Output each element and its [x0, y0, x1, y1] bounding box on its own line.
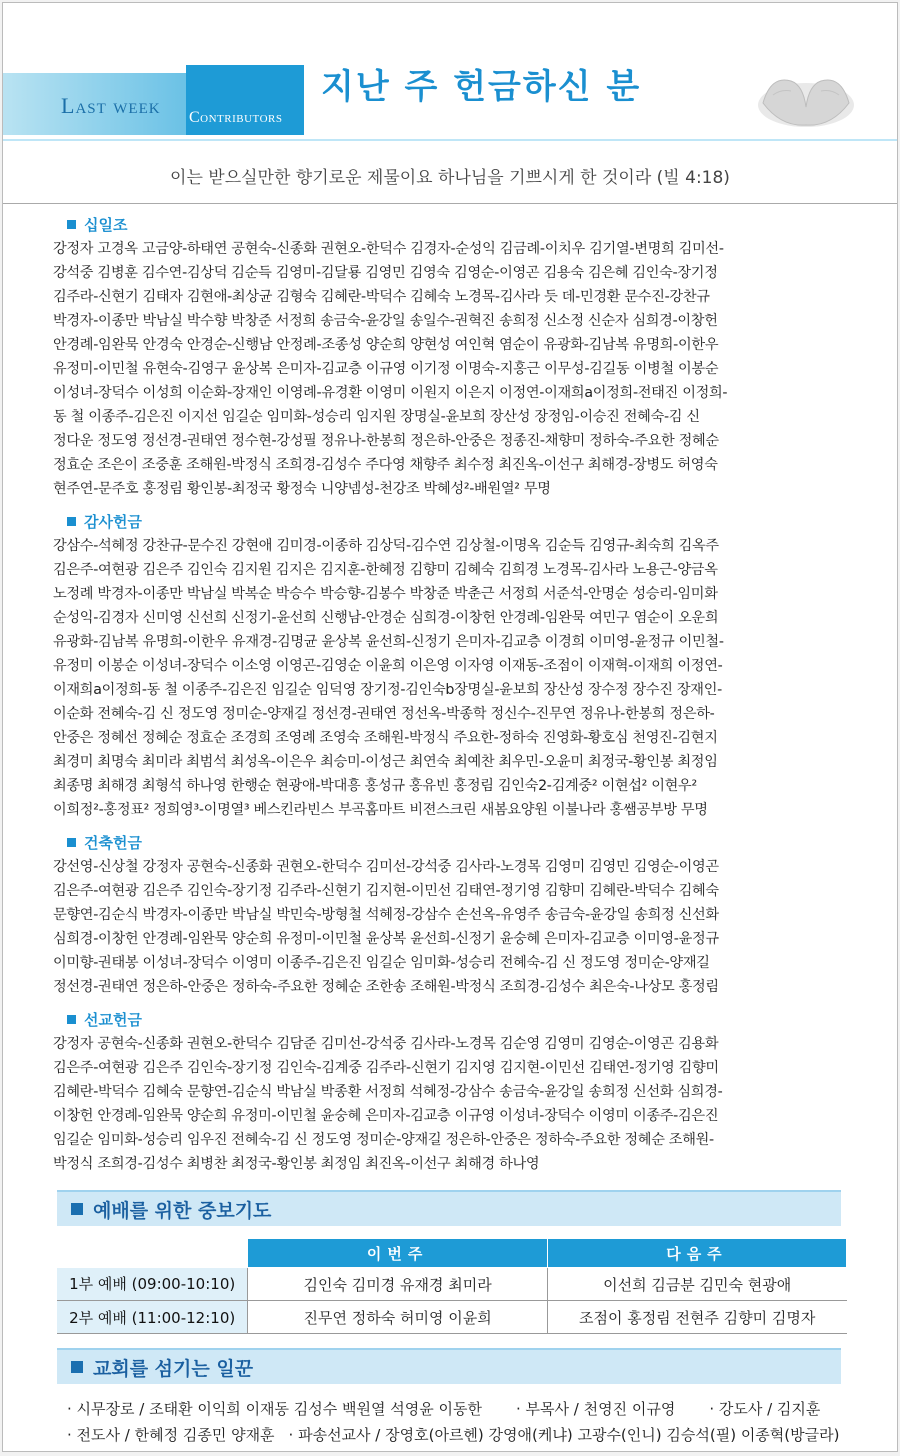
donor-line: 안경례-임완묵 안경숙 안경순-신행남 안정례-조종성 양순희 양현성 여인혁 염순이 유광화-김남복 유명희-이한우 — [53, 337, 719, 353]
donor-names — [53, 534, 865, 822]
header-en-line2: Contributors — [189, 109, 283, 126]
donor-line: 이순화 전혜숙-김 신 정도영 정미순-양재길 정선경-권태연 정선옥-박종학 정신수-진무연 정유나-한봉희 정은하- — [53, 706, 715, 722]
donor-line: 문향연-김순식 박경자-이종만 박남실 박민숙-방형철 석혜정-강삼수 손선옥-유영주 송금숙-윤강일 송희정 신선화 — [53, 907, 719, 923]
section-heading — [67, 214, 865, 235]
donor-line: 정다운 정도영 정선경-권태연 정수현-강성필 정유나-한봉희 정은하-안중은 정종진-채향미 정하숙-주요한 정혜순 — [53, 433, 719, 449]
donor-line: 노정례 박경자-이종만 박남실 박복순 박승수 박승향-김봉수 박창준 박춘근 서정희 서준석-안명순 성승리-임미화 — [53, 586, 718, 602]
offering-section — [3, 204, 897, 501]
donor-line: 최종명 최해경 최형석 하나영 한행순 현광애-박대흥 홍성규 홍유빈 홍정림 김인숙2-김계중² 이현섭² 이현우² — [53, 778, 697, 794]
servant-group: · 전도사 / 한혜정 김종민 양재훈 — [67, 1426, 275, 1444]
offering-section — [3, 501, 897, 822]
donor-line: 김은주-여현광 김은주 김인숙-장기정 김주라-신현기 김지현-이민선 김태연-정기영 김향미 김혜란-박덕수 김혜숙 — [53, 883, 719, 899]
header-separator — [3, 139, 897, 141]
donor-line: 강정자 고경옥 고금양-하태연 공현숙-신종화 권현오-한덕수 김경자-순성익 김금례-이치우 김기열-변명희 김미선- — [53, 241, 724, 257]
next-week-names: 조점이 홍정림 전현주 김향미 김명자 — [547, 1301, 846, 1334]
donor-line: 현주연-문주호 홍정림 황인봉-최정국 황정숙 니양넴성-천강조 박혜성²-배원열² 무명 — [53, 481, 551, 497]
donor-names — [53, 855, 865, 999]
col-next-week: 다음주 — [547, 1239, 846, 1268]
square-bullet-icon — [67, 517, 76, 526]
donor-line: 순성익-김경자 신미영 신선희 신정기-윤선희 신행남-안경순 심희경-이창헌 안경례-임완묵 여민구 염순이 오운희 — [53, 610, 719, 626]
col-this-week: 이번주 — [248, 1239, 548, 1268]
donor-line: 이희정²-홍정표² 정희영³-이명열³ 베스킨라빈스 부곡홈마트 비젼스크린 새봄요양원 이불나라 홍쌤공부방 무명 — [53, 802, 708, 818]
servants-list — [67, 1396, 841, 1448]
donor-line: 이창헌 안경례-임완묵 양순희 유정미-이민철 윤숭혜 은미자-김교층 이규영 이성녀-장덕수 이영미 이종주-김은진 — [53, 1108, 719, 1124]
service-label: 1부 예배 (09:00-10:10) — [57, 1268, 248, 1301]
header-en-line1: Last week — [61, 93, 161, 118]
donor-line: 정효순 조은이 조중훈 조해원-박정식 조희경-김성수 주다영 채향주 최수정 최진옥-이선구 최해경-장병도 허영숙 — [53, 457, 718, 473]
donor-line: 정선경-권태연 정은하-안중은 정하숙-주요한 정혜순 조한송 조해원-박정식 조희경-김성수 최은숙-나상모 홍정림 — [53, 979, 719, 995]
donor-line: 김은주-여현광 김은주 김인숙-장기정 김인숙-김계중 김주라-신현기 김지영 김지현-이민선 김태연-정기영 김향미 — [53, 1060, 719, 1076]
square-bullet-icon — [71, 1361, 83, 1373]
table-row — [57, 1301, 847, 1334]
donor-line: 이미향-권태봉 이성녀-장덕수 이영미 이종주-김은진 임길순 임미화-성승리 전혜숙-김 신 정도영 정미순-양재길 — [53, 955, 710, 971]
donor-line: 최경미 최명숙 최미라 최범석 최성옥-이은우 최승미-이성근 최연숙 최예찬 최우민-오윤미 최정국-황인봉 최정임 — [53, 754, 718, 770]
offering-sections — [3, 204, 897, 1176]
servant-group: · 강도사 / 김지훈 — [709, 1400, 821, 1418]
donor-line: 이재희a이정희-동 철 이종주-김은진 임길순 임덕영 장기정-김인숙b장명실-윤보희 장산성 장수정 장수진 장재인- — [53, 682, 722, 698]
prayer-section-title: 예배를 위한 중보기도 — [93, 1199, 272, 1222]
service-label: 2부 예배 (11:00-12:10) — [57, 1301, 248, 1334]
section-title: 감사헌금 — [84, 513, 142, 531]
donor-line: 김주라-신현기 김태자 김현애-최상균 김형숙 김혜란-박덕수 김혜숙 노경목-김사라 듯 데-민경환 문수진-강찬규 — [53, 289, 710, 305]
square-bullet-icon — [67, 1015, 76, 1024]
section-title: 선교헌금 — [84, 1011, 142, 1029]
prayer-section-header — [57, 1190, 841, 1226]
donor-line: 이성녀-장덕수 이성희 이순화-장재인 이영례-유경환 이영미 이원지 이은지 이정연-이재희a이정희-전태진 이정희- — [53, 385, 728, 401]
open-hands-icon — [751, 45, 861, 135]
next-week-names: 이선희 김금분 김민숙 현광애 — [547, 1268, 846, 1301]
donor-line: 강선영-신상철 강정자 공현숙-신종화 권현오-한덕수 김미선-강석중 김사라-노경목 김영미 김영민 김영순-이영곤 — [53, 859, 719, 875]
section-heading — [67, 511, 865, 532]
donor-line: 임길순 임미화-성승리 임우진 전혜숙-김 신 정도영 정미순-양재길 정은하-안중은 정하숙-주요한 정혜순 조해원- — [53, 1132, 714, 1148]
donor-line: 유정미 이봉순 이성녀-장덕수 이소영 이영곤-김영순 이윤희 이은영 이자영 이재동-조점이 이재혁-이재희 이정연- — [53, 658, 723, 674]
donor-line: 박경자-이종만 박남실 박수향 박창준 서정희 송금숙-윤강일 송일수-권혁진 송희정 신소정 신순자 심희경-이창헌 — [53, 313, 718, 329]
donor-line: 유정미-이민철 유현숙-김영구 윤상복 은미자-김교층 이규영 이기정 이명숙-지홍근 이무성-김길동 이병철 이봉순 — [53, 361, 719, 377]
donor-line: 강정자 공현숙-신종화 권현오-한덕수 김담준 김미선-강석중 김사라-노경목 김순영 김영미 김영순-이영곤 김용화 — [53, 1036, 719, 1052]
table-row — [57, 1268, 847, 1301]
header — [3, 3, 897, 143]
prayer-table-wrap — [3, 1238, 897, 1334]
donor-names — [53, 1032, 865, 1176]
square-bullet-icon — [71, 1203, 83, 1215]
this-week-names: 김인숙 김미경 유재경 최미라 — [248, 1268, 548, 1301]
donor-line: 동 철 이종주-김은진 이지선 임길순 임미화-성승리 임지원 장명실-윤보희 장산성 장정임-이승진 전혜숙-김 신 — [53, 409, 700, 425]
prayer-table — [57, 1238, 847, 1334]
donor-line: 박정식 조희경-김성수 최병찬 최정국-황인봉 최정임 최진옥-이선구 최해경 하나영 — [53, 1156, 540, 1172]
offering-section — [3, 999, 897, 1176]
bulletin-page — [2, 2, 898, 1452]
servants-row-2 — [67, 1422, 841, 1448]
donor-line: 안중은 정혜선 정혜순 정효순 조경희 조영례 조영숙 조해원-박정식 주요한-정하숙 진영화-황호심 천영진-김현지 — [53, 730, 718, 746]
this-week-names: 진무연 정하숙 허미영 이윤희 — [248, 1301, 548, 1334]
donor-line: 심희경-이창헌 안경례-임완묵 양순희 유정미-이민철 윤상복 윤선희-신정기 윤숭혜 은미자-김교층 이미영-윤정규 — [53, 931, 719, 947]
donor-line: 김혜란-박덕수 김혜숙 문향연-김순식 박남실 박종환 서정희 석혜정-강삼수 송금숙-윤강일 송희정 신선화 심희경- — [53, 1084, 723, 1100]
donor-names — [53, 237, 865, 501]
servant-group: · 파송선교사 / 장영호(아르헨) 강영애(케냐) 고광수(인니) 김승석(필) 이종혁(방글라) — [288, 1426, 840, 1444]
servant-group: · 부목사 / 천영진 이규영 — [516, 1400, 676, 1418]
servants-section-title: 교회를 섬기는 일꾼 — [93, 1357, 254, 1380]
donor-line: 유광화-김남복 유명희-이한우 유재경-김명균 윤상복 윤선희-신정기 은미자-김교층 이경희 이미영-윤정규 이민철- — [53, 634, 724, 650]
donor-line: 강석중 김병훈 김수연-김상덕 김순득 김영미-김달룡 김영민 김영숙 김영순-이영곤 김용숙 김은혜 김인숙-장기정 — [53, 265, 718, 281]
servant-group: · 시무장로 / 조태환 이익희 이재동 김성수 백원열 석영윤 이동한 — [67, 1400, 482, 1418]
section-title: 십일조 — [84, 216, 128, 234]
donor-line: 김은주-여현광 김은주 김인숙 김지원 김지은 김지훈-한혜정 김향미 김혜숙 김희경 노경목-김사라 노용근-양금옥 — [53, 562, 718, 578]
section-heading — [67, 832, 865, 853]
servants-section-header — [57, 1348, 841, 1384]
scripture-verse: 이는 받으실만한 향기로운 제물이요 하나님을 기쁘시게 한 것이라 (빌 4:18) — [170, 168, 730, 188]
donor-line: 강삼수-석혜정 강찬규-문수진 강현애 김미경-이종하 김상덕-김수연 김상철-이명옥 김순득 김영규-최숙희 김옥주 — [53, 538, 719, 554]
square-bullet-icon — [67, 838, 76, 847]
page-title: 지난 주 헌금하신 분 — [321, 67, 642, 107]
section-title: 건축헌금 — [84, 834, 142, 852]
section-heading — [67, 1009, 865, 1030]
servants-row-1 — [67, 1396, 841, 1422]
square-bullet-icon — [67, 220, 76, 229]
offering-section — [3, 822, 897, 999]
